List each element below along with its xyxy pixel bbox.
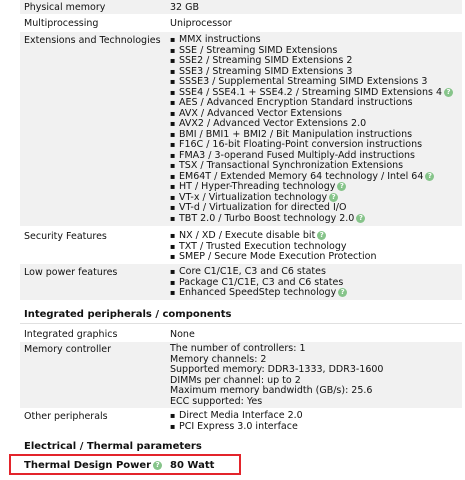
low-power-label: Low power features <box>24 267 118 278</box>
other-peripherals-list <box>170 411 303 432</box>
help-icon[interactable]: ? <box>356 214 365 223</box>
tdp-label-wrap <box>24 460 162 471</box>
list-item-text: VT-d / Virtualization for directed I/O <box>179 202 347 213</box>
bullet-icon: ▪ <box>170 213 176 223</box>
integrated-graphics-value: None <box>170 329 195 340</box>
memory-line: Maximum memory bandwidth (GB/s): 25.6 <box>170 385 373 397</box>
bullet-icon: ▪ <box>170 45 176 55</box>
list-item-text: AVX / Advanced Vector Extensions <box>179 107 342 119</box>
list-item-text: Enhanced SpeedStep technology <box>179 287 337 298</box>
security-list <box>170 231 376 263</box>
help-icon[interactable]: ? <box>425 172 434 181</box>
help-icon[interactable]: ? <box>444 88 453 97</box>
integrated-heading: Integrated peripherals / components <box>24 309 232 320</box>
bullet-icon: ▪ <box>170 241 176 251</box>
list-item-text: TSX / Transactional Synchronization Extensions <box>179 160 404 171</box>
list-item-text: VT-x / Virtualization technology <box>179 191 328 203</box>
bullet-icon: ▪ <box>170 203 176 212</box>
list-item-text: AES / Advanced Encryption Standard instructions <box>179 97 413 108</box>
help-icon[interactable]: ? <box>329 193 338 202</box>
bullet-icon: ▪ <box>170 252 176 261</box>
list-item-text: F16C / 16-bit Floating-Point conversion instructions <box>179 139 423 150</box>
tdp-label: Thermal Design Power <box>24 460 152 471</box>
extensions-list <box>170 35 453 224</box>
other-peripherals-label: Other peripherals <box>24 411 108 422</box>
list-item <box>170 422 303 433</box>
extensions-label: Extensions and Technologies <box>24 35 161 46</box>
bullet-icon: ▪ <box>170 150 176 160</box>
list-item-text: SSSE3 / Supplemental Streaming SIMD Extensions 3 <box>179 76 428 87</box>
integrated-graphics-label: Integrated graphics <box>24 329 118 340</box>
list-item-text: NX / XD / Execute disable bit <box>179 230 316 241</box>
bullet-icon: ▪ <box>170 288 176 297</box>
physical-memory-value: 32 GB <box>170 2 199 13</box>
bullet-icon: ▪ <box>170 108 176 118</box>
list-item-text: TXT / Trusted Execution technology <box>179 240 347 252</box>
bullet-icon: ▪ <box>170 411 176 420</box>
list-item-text: HT / Hyper-Threading technology <box>179 181 336 192</box>
low-power-list <box>170 267 347 299</box>
bullet-icon: ▪ <box>170 192 176 202</box>
list-item <box>170 288 347 299</box>
list-item-text: FMA3 / 3-operand Fused Multiply-Add instructions <box>179 149 415 161</box>
bullet-icon: ▪ <box>170 119 176 128</box>
memory-line: Supported memory: DDR3-1333, DDR3-1600 <box>170 364 384 376</box>
bullet-icon: ▪ <box>170 140 176 149</box>
help-icon[interactable]: ? <box>338 288 347 297</box>
bullet-icon: ▪ <box>170 421 176 431</box>
integrated-divider <box>20 323 462 324</box>
bullet-icon: ▪ <box>170 267 176 276</box>
tdp-value: 80 Watt <box>170 460 215 471</box>
list-item <box>170 252 376 263</box>
physical-memory-label: Physical memory <box>24 2 106 13</box>
memory-line: Memory channels: 2 <box>170 353 267 365</box>
security-label: Security Features <box>24 231 107 242</box>
bullet-icon: ▪ <box>170 171 176 181</box>
bullet-icon: ▪ <box>170 182 176 191</box>
list-item-text: SSE4 / SSE4.1 + SSE4.2 / Streaming SIMD Extensions 4 <box>179 86 443 98</box>
bullet-icon: ▪ <box>170 56 176 65</box>
bullet-icon: ▪ <box>170 66 176 76</box>
list-item-text: PCI Express 3.0 interface <box>179 420 298 432</box>
bullet-icon: ▪ <box>170 231 176 240</box>
list-item-text: EM64T / Extended Memory 64 technology / Intel 64 <box>179 170 424 182</box>
list-item-text: Core C1/C1E, C3 and C6 states <box>179 266 326 277</box>
multiprocessing-label: Multiprocessing <box>24 18 99 29</box>
help-icon[interactable]: ? <box>153 461 162 470</box>
multiprocessing-value: Uniprocessor <box>170 18 232 29</box>
memory-line: DIMMs per channel: up to 2 <box>170 374 301 386</box>
list-item-text: SSE2 / Streaming SIMD Extensions 2 <box>179 55 353 66</box>
memory-controller-label: Memory controller <box>24 344 111 355</box>
memory-controller-details <box>170 344 383 408</box>
help-icon[interactable]: ? <box>317 231 326 240</box>
list-item-text: SSE3 / Streaming SIMD Extensions 3 <box>179 65 353 77</box>
bullet-icon: ▪ <box>170 161 176 170</box>
list-item-text: SSE / Streaming SIMD Extensions <box>179 44 338 56</box>
bullet-icon: ▪ <box>170 87 176 97</box>
electrical-heading: Electrical / Thermal parameters <box>24 441 202 452</box>
list-item-text: Package C1/C1E, C3 and C6 states <box>179 276 344 288</box>
list-item-text: Direct Media Interface 2.0 <box>179 410 303 421</box>
help-icon[interactable]: ? <box>337 182 346 191</box>
list-item-text: BMI / BMI1 + BMI2 / Bit Manipulation instructions <box>179 128 413 140</box>
bullet-icon: ▪ <box>170 98 176 107</box>
bullet-icon: ▪ <box>170 277 176 287</box>
memory-line: ECC supported: Yes <box>170 395 263 407</box>
list-item-text: MMX instructions <box>179 34 261 45</box>
list-item <box>170 214 453 225</box>
list-item-text: AVX2 / Advanced Vector Extensions 2.0 <box>179 118 367 129</box>
list-item-text: TBT 2.0 / Turbo Boost technology 2.0 <box>179 212 355 224</box>
memory-line: The number of controllers: 1 <box>170 343 306 354</box>
bullet-icon: ▪ <box>170 129 176 139</box>
bullet-icon: ▪ <box>170 77 176 86</box>
bullet-icon: ▪ <box>170 35 176 44</box>
list-item-text: SMEP / Secure Mode Execution Protection <box>179 251 377 262</box>
